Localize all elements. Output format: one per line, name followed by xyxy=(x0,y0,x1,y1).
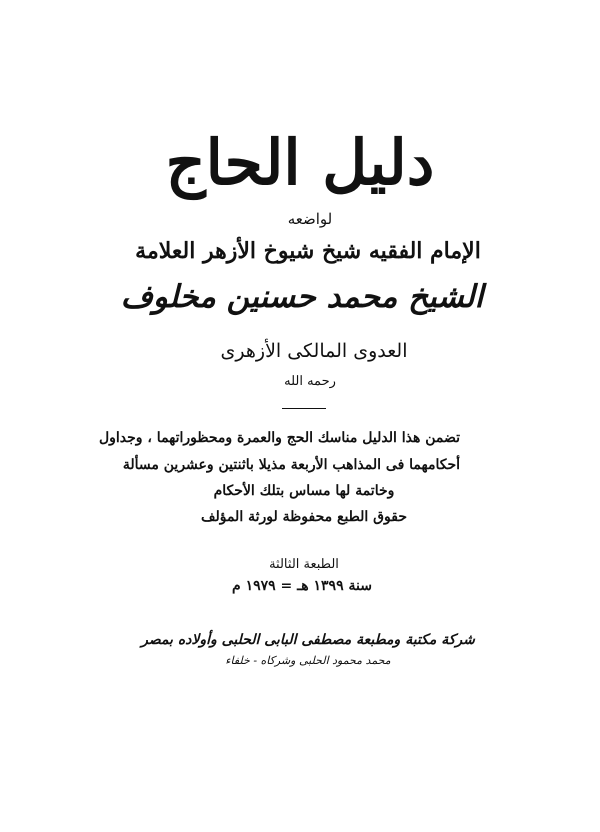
author-name: الشيخ محمد حسنين مخلوف xyxy=(120,279,484,315)
divider-rule xyxy=(282,408,326,409)
edition-label: الطبعة الثالثة xyxy=(269,557,339,572)
author-honorific: الإمام الفقيه شيخ شيوخ الأزهر العلامة xyxy=(135,238,481,264)
publication-year: سنة ١٣٩٩ هـ = ١٩٧٩ م xyxy=(232,578,372,594)
copyright-line: حقوق الطبع محفوظة لورثة المؤلف xyxy=(200,509,408,525)
author-affiliation: العدوى المالكى الأزهرى xyxy=(220,340,408,362)
author-blessing: رحمه الله xyxy=(284,374,336,389)
publisher-name: شركة مكتبة ومطبعة مصطفى البابى الحلبى وأولاده بمصر xyxy=(141,632,475,648)
publisher-successors: محمد محمود الحلبى وشركاه - خلفاء xyxy=(225,654,391,667)
author-intro: لواضعه xyxy=(287,210,333,228)
book-title: دليل الحاج xyxy=(165,126,435,199)
description-line: أحكامهما فى المذاهب الأربعة مذيلا باثنتين وعشرين مسألة xyxy=(122,457,460,473)
description-line: تضمن هذا الدليل مناسك الحج والعمرة ومحظوراتهما ، وجداول xyxy=(98,430,460,446)
description-line: وخاتمة لها مساس بتلك الأحكام xyxy=(213,483,395,499)
